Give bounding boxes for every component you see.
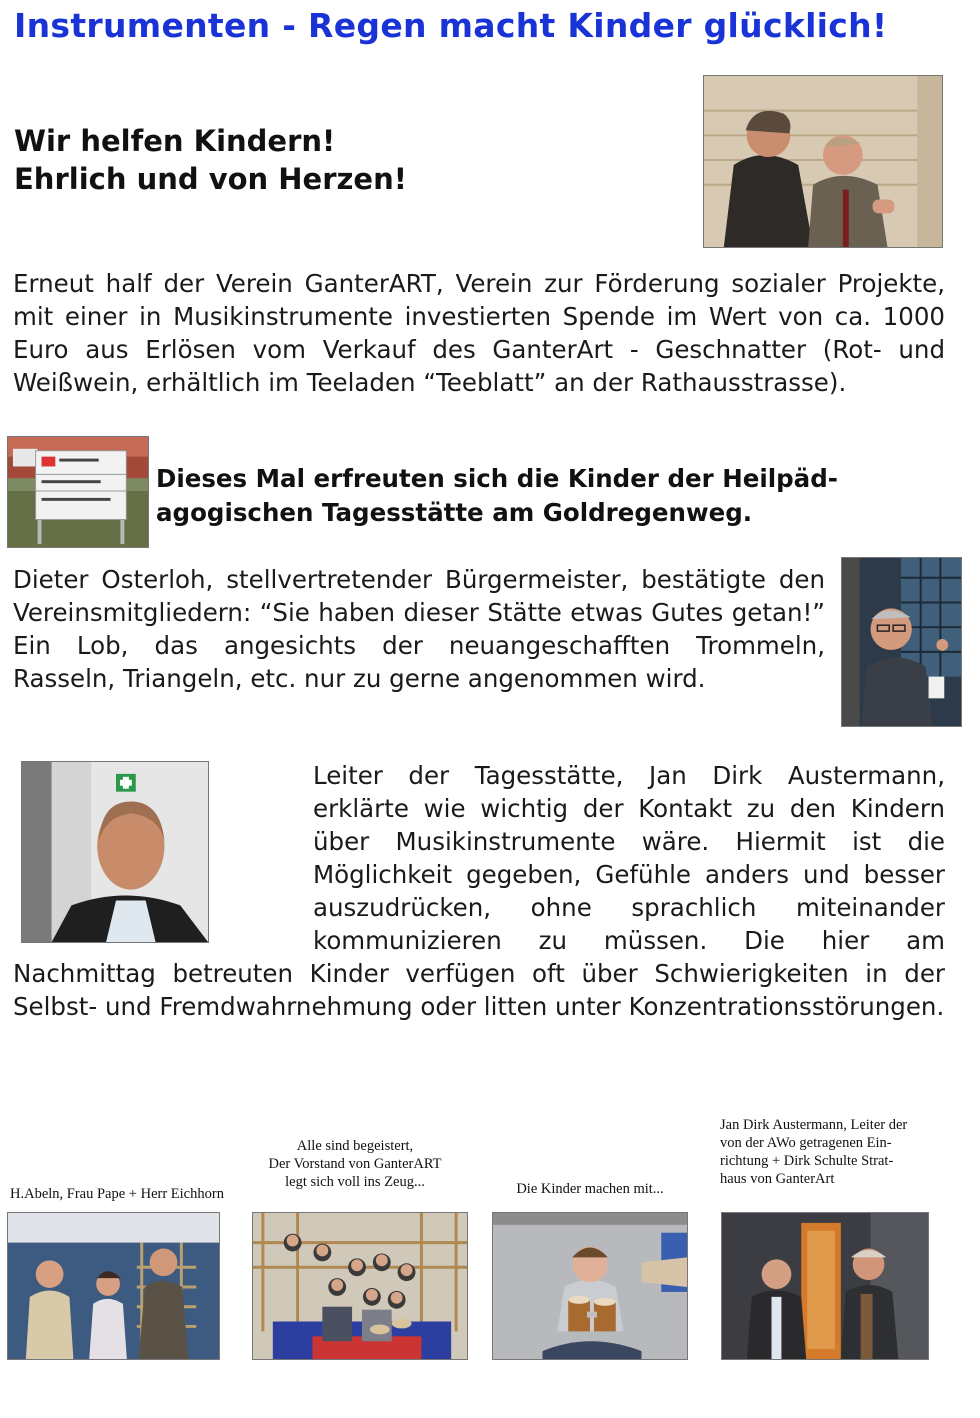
caption-1: H.Abeln, Frau Pape + Herr Eichhorn	[10, 1186, 224, 1202]
director-paragraph	[13, 759, 945, 1023]
highlight-note: Dieses Mal erfreuten sich die Kinder der Heilpädagogischen Tagesstätte am Goldregenweg.	[156, 464, 838, 527]
text-wrap-spacer	[13, 759, 313, 947]
subheadline-line-1: Wir helfen Kindern!	[14, 124, 336, 158]
photo-three-people	[7, 1212, 220, 1360]
intro-paragraph: Erneut half der Verein GanterART, Verein zur Förderung sozialer Projekte, mit einer in Musikinstrumente investierten Spende im Wert von ca. 1000 Euro aus Erlösen vom Verkauf des GanterArt - Geschnatter (Rot- und Weißwein, erhältlich im Teeladen “Teeblatt” an der Rathausstrasse).	[13, 269, 945, 397]
caption-3: Die Kinder machen mit...	[516, 1181, 664, 1197]
mayor-paragraph: Dieter Osterloh, stellvertretender Bürgermeister, bestätigte den Vereinsmitgliedern: “Sie haben dieser Stätte etwas Gutes getan!” Ein Lob, das angesichts der neuangeschafften Trommeln, Rasseln, Triangeln, etc. nur zu gerne angenommen wird.	[13, 565, 825, 693]
photo-two-men	[703, 75, 943, 248]
subheadline-line-2: Ehrlich und von Herzen!	[14, 162, 407, 196]
caption-4: Jan Dirk Austermann, Leiter der von der AWo getragenen Ein- richtung + Dirk Schulte Strat- haus von GanterArt	[720, 1117, 908, 1187]
photo-speaker	[841, 557, 962, 727]
photo-two-men-bottom	[721, 1212, 929, 1360]
director-paragraph-text: Leiter der Tagesstätte, Jan Dirk Austermann, erklärte wie wichtig der Kontakt zu den Kindern über Musikinstrumente wäre. Hiermit ist die Möglichkeit gegeben, Gefühle anders und besser auszudrücken, ohne sprachlich miteinander kommunizieren zu müssen. Die hier am Nachmittag betreuten Kinder verfügen oft über Schwierigkeiten in der Selbst- und Fremdwahrnehmung oder litten unter Konzentrationsstörungen.	[13, 761, 945, 1021]
page-title: Instrumenten - Regen macht Kinder glücklich!	[14, 6, 888, 45]
caption-2: Alle sind begeistert, Der Vorstand von GanterART legt sich voll ins Zeug...	[268, 1138, 442, 1190]
photo-child-bongos	[492, 1212, 688, 1360]
subheadline	[14, 122, 407, 198]
photo-signboard	[7, 436, 149, 548]
photo-group-drums	[252, 1212, 468, 1360]
